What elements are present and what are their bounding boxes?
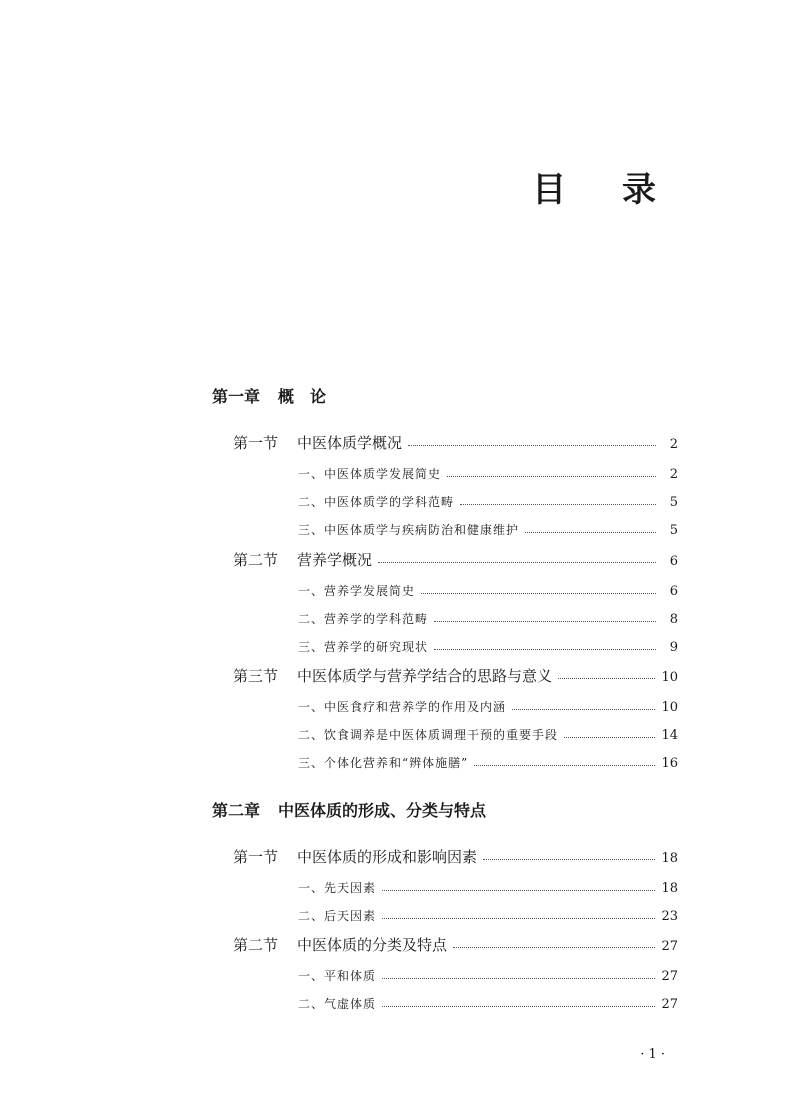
page-number: 2 [669, 467, 678, 482]
item-title: 一、平和体质 [298, 969, 377, 983]
dot-leader [558, 678, 655, 679]
page-number: 14 [661, 728, 678, 743]
toc-item[interactable] [298, 698, 678, 715]
dot-leader [434, 621, 656, 622]
item-title: 二、后天因素 [298, 909, 377, 923]
page-number: 18 [661, 881, 678, 896]
section-title: 中医体质学与营养学结合的思路与意义 [297, 667, 553, 685]
toc-section[interactable] [233, 665, 678, 686]
toc-item[interactable] [298, 995, 678, 1012]
toc-item[interactable] [298, 638, 678, 655]
chapter-title: 中医体质的形成、分类与特点 [278, 801, 487, 820]
chapter-number: 第一章 [212, 387, 261, 406]
item-title: 二、营养学的学科范畴 [298, 612, 429, 626]
toc-section[interactable] [233, 549, 678, 570]
page-title: 目 录 [532, 170, 678, 210]
page-number: 23 [661, 909, 678, 924]
dot-leader [483, 859, 655, 860]
item-title: 二、饮食调养是中医体质调理干预的重要手段 [298, 728, 559, 742]
section-title: 中医体质的分类及特点 [297, 936, 448, 954]
page-number: 6 [669, 584, 678, 599]
page-number: 18 [661, 851, 678, 866]
toc-item[interactable] [298, 521, 678, 538]
toc-item[interactable] [298, 967, 678, 984]
dot-leader [378, 562, 656, 563]
item-title: 三、个体化营养和“辨体施膳” [298, 756, 469, 770]
page-number: 9 [669, 640, 678, 655]
page-number: 5 [669, 523, 678, 538]
section-title: 中医体质的形成和影响因素 [297, 848, 478, 866]
page-number: 6 [669, 554, 678, 569]
section-title: 营养学概况 [297, 551, 373, 569]
item-title: 一、营养学发展简史 [298, 584, 416, 598]
toc-section[interactable] [233, 846, 678, 867]
toc-item[interactable] [298, 754, 678, 771]
dot-leader [382, 890, 655, 891]
page-folio: · 1 · [640, 1047, 665, 1062]
page-number: 5 [669, 495, 678, 510]
dot-leader [453, 947, 655, 948]
page-number: 27 [661, 969, 678, 984]
toc-item[interactable] [298, 879, 678, 896]
section-number: 第三节 [233, 667, 279, 685]
section-number: 第二节 [233, 551, 279, 569]
toc-item[interactable] [298, 907, 678, 924]
toc-item[interactable] [298, 610, 678, 627]
chapter-title: 概 论 [278, 387, 327, 406]
toc-item[interactable] [298, 493, 678, 510]
section-number: 第二节 [233, 936, 279, 954]
dot-leader [447, 476, 656, 477]
item-title: 二、气虚体质 [298, 997, 377, 1011]
dot-leader [474, 765, 655, 766]
page-number: 27 [661, 939, 678, 954]
toc-section[interactable] [233, 934, 678, 955]
dot-leader [408, 445, 656, 446]
page-number: 10 [661, 700, 678, 715]
item-title: 一、中医体质学发展简史 [298, 467, 442, 481]
toc-item[interactable] [298, 465, 678, 482]
page-number: 8 [669, 612, 678, 627]
dot-leader [525, 532, 656, 533]
item-title: 一、中医食疗和营养学的作用及内涵 [298, 700, 507, 714]
dot-leader [512, 709, 655, 710]
section-number: 第一节 [233, 848, 279, 866]
page-number: 16 [661, 756, 678, 771]
dot-leader [564, 737, 655, 738]
item-title: 二、中医体质学的学科范畴 [298, 495, 455, 509]
chapter-heading[interactable] [212, 798, 486, 821]
item-title: 一、先天因素 [298, 881, 377, 895]
dot-leader [460, 504, 656, 505]
page-number: 2 [669, 437, 678, 452]
page-number: 10 [661, 670, 678, 685]
dot-leader [421, 593, 656, 594]
item-title: 三、营养学的研究现状 [298, 640, 429, 654]
chapter-heading[interactable] [212, 384, 326, 407]
item-title: 三、中医体质学与疾病防治和健康维护 [298, 523, 520, 537]
dot-leader [382, 1006, 655, 1007]
chapter-number: 第二章 [212, 801, 261, 820]
dot-leader [382, 918, 655, 919]
section-title: 中医体质学概况 [297, 434, 403, 452]
dot-leader [382, 978, 655, 979]
dot-leader [434, 649, 656, 650]
toc-item[interactable] [298, 726, 678, 743]
toc-item[interactable] [298, 582, 678, 599]
section-number: 第一节 [233, 434, 279, 452]
page-number: 27 [661, 997, 678, 1012]
toc-section[interactable] [233, 432, 678, 453]
